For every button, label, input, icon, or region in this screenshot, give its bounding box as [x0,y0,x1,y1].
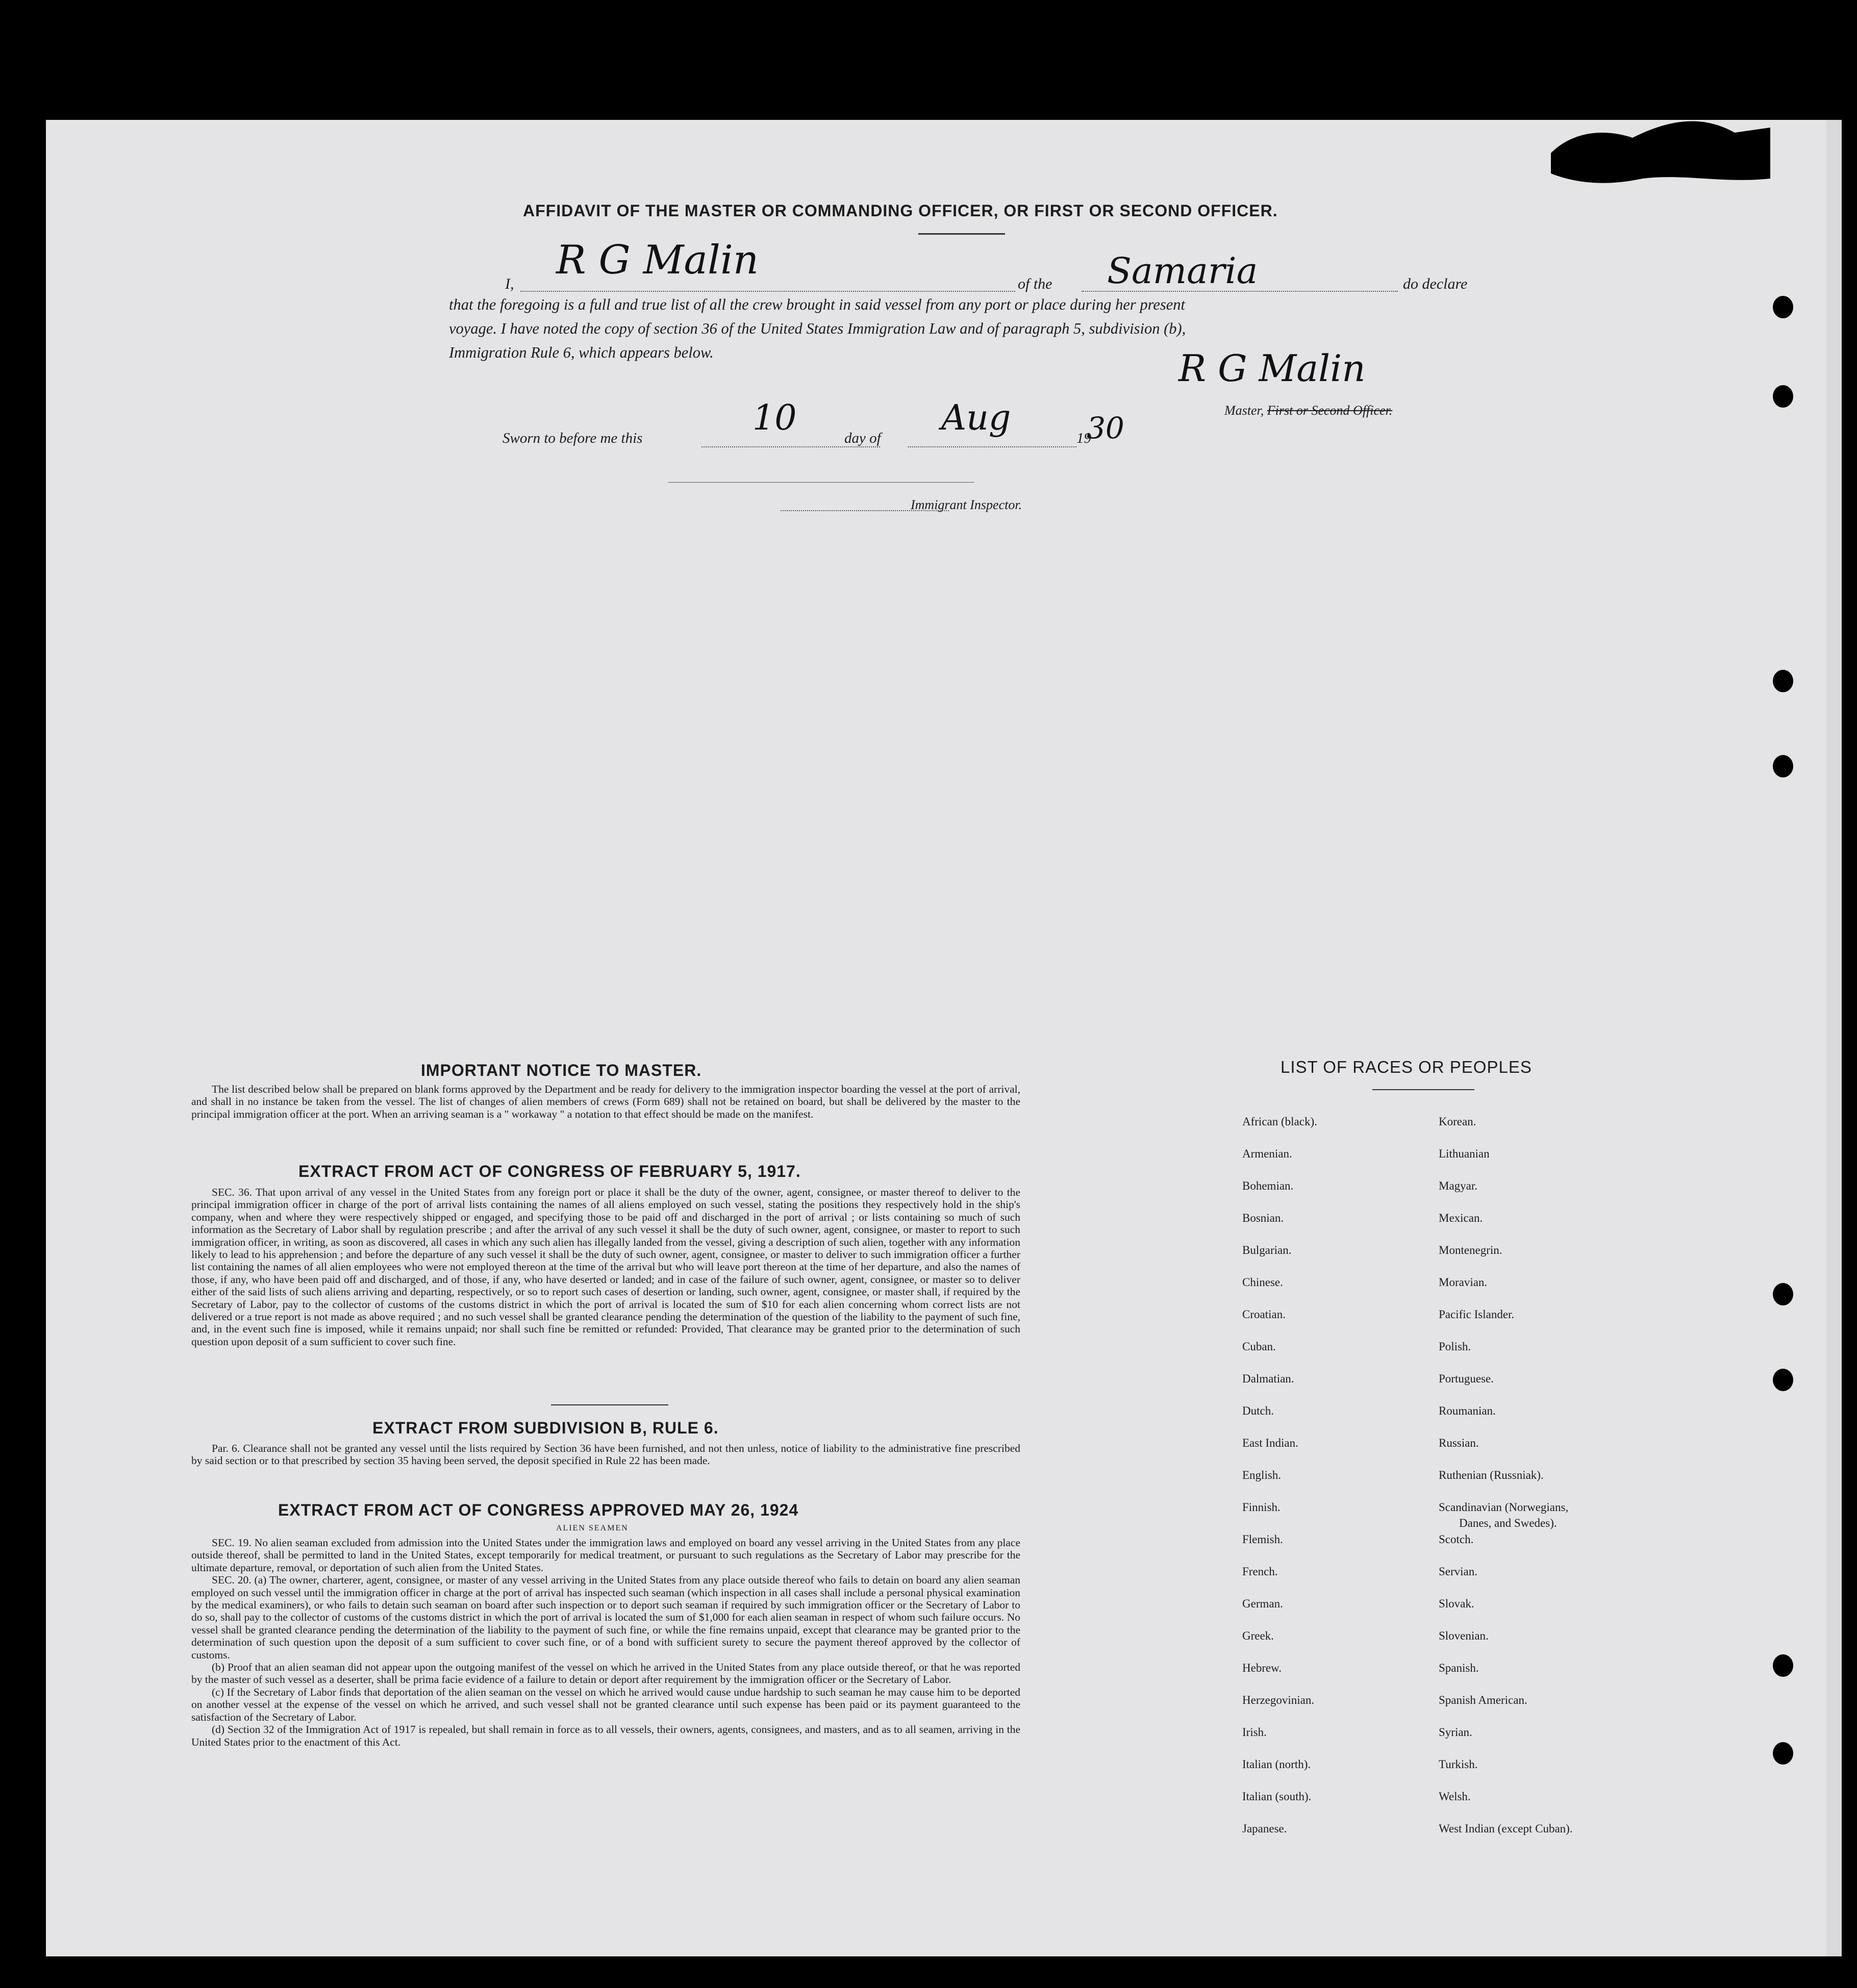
punch-hole [1773,1742,1793,1765]
race-item: Portuguese. [1439,1372,1494,1385]
race-item: Korean. [1439,1115,1476,1128]
race-item: Ruthenian (Russniak). [1439,1469,1544,1481]
race-item: Italian (south). [1242,1790,1312,1803]
torn-corner [1530,77,1775,194]
affidavit-line-2: voyage. I have noted the copy of section 36 of the United States Immigration Law and of paragraph 5, subdivision (b), [449,320,1186,337]
race-item: Lithuanian [1439,1147,1490,1160]
page-edge-shadow [1826,120,1842,1956]
race-item: Bulgarian. [1242,1244,1292,1256]
extract-1924-title: EXTRACT FROM ACT OF CONGRESS APPROVED MAY 26, 1924 [278,1501,799,1519]
race-item: African (black). [1242,1115,1317,1128]
race-item: Spanish American. [1439,1694,1527,1706]
race-item: German. [1242,1597,1283,1610]
race-item: East Indian. [1242,1437,1298,1449]
handwritten-year: 30 [1087,411,1124,445]
affidavit-title-rule [918,233,1005,235]
do-declare-label: do declare [1403,275,1468,292]
race-item-scandinavian-line2: Danes, and Swedes). [1459,1517,1557,1530]
punch-hole [1773,296,1793,318]
extract-1917-title: EXTRACT FROM ACT OF CONGRESS OF FEBRUARY 5, 1917. [298,1162,801,1180]
race-item: Chinese. [1242,1276,1283,1289]
extract-1924-sec20c: (c) If the Secretary of Labor finds that deportation of the alien seaman on the vessel on which he arrived would cause undue hardship to such seaman he may cause him to be deported on another vessel at the expense of the vessel on which he arrived, and such vessel shall not be granted clearance until such expense has been paid or its payment guaranteed to the satisfaction of the Secretary of Labor. [191,1685,1020,1723]
race-item: French. [1242,1565,1278,1578]
affidavit-line-1: that the foregoing is a full and true list of all the crew brought in said vessel from any port or place during her present [449,296,1186,313]
race-item: Magyar. [1439,1179,1478,1192]
race-item: Armenian. [1242,1147,1292,1160]
race-item: Slovak. [1439,1597,1474,1610]
section-divider-1 [551,1404,668,1405]
race-item: Russian. [1439,1437,1479,1449]
race-item: Montenegrin. [1439,1244,1502,1256]
notice-title: IMPORTANT NOTICE TO MASTER. [421,1061,702,1079]
race-item-scandinavian-line1: Scandinavian (Norwegians, [1439,1501,1569,1514]
extract-1924-sec20d: (d) Section 32 of the Immigration Act of 1917 is repealed, but shall remain in force as to all vessels, their owners, agents, consignees, and masters, and as to all seamen, arriving in the United States prior to the enactment of this Act. [191,1723,1020,1748]
extract-rule6-title: EXTRACT FROM SUBDIVISION B, RULE 6. [372,1419,719,1437]
race-item: Pacific Islander. [1439,1308,1515,1321]
sworn-month-blank [908,446,1076,447]
race-item: Irish. [1242,1726,1267,1739]
sworn-label: Sworn to before me this [503,430,643,446]
inspector-label: Immigrant Inspector. [911,497,1022,512]
punch-hole [1773,755,1793,777]
extract-1924-text [191,1537,1020,1748]
races-right-column [1439,1114,1573,1853]
master-label [1224,403,1392,418]
race-item: Greek. [1242,1629,1274,1642]
race-item-scandinavian [1439,1499,1573,1531]
handwritten-day: 10 [752,398,797,438]
affidavit-line-3: Immigration Rule 6, which appears below. [449,344,714,361]
race-item: Moravian. [1439,1276,1488,1289]
handwritten-month: Aug [941,398,1011,438]
race-item: Scotch. [1439,1533,1474,1546]
races-title-rule [1372,1089,1474,1090]
race-item: Servian. [1439,1565,1478,1578]
race-item: Cuban. [1242,1340,1276,1353]
extract-rule6-paragraph: Par. 6. Clearance shall not be granted any vessel until the lists required by Section 36 have been furnished, and not then unless, notice of liability to the administrative fine prescribed by said section or to that prescribed by section 35 having been served, the deposit specified in Rule 22 has been made. [191,1442,1020,1467]
year-prefix: 19 [1076,430,1091,446]
punch-hole [1773,670,1793,692]
master-label-text: Master, [1224,403,1264,418]
race-item: Dalmatian. [1242,1372,1294,1385]
master-signature: R G Malin [1178,347,1366,390]
race-item: Polish. [1439,1340,1471,1353]
race-item: Herzegovinian. [1242,1694,1315,1706]
affidavit-i-label: I, [505,275,514,292]
extract-1917-text [191,1186,1020,1348]
struck-officer-text: First or Second Officer. [1267,403,1393,418]
extract-1924-sec20b: (b) Proof that an alien seaman did not appear upon the outgoing manifest of the vessel on which he arrived in the United States from any place outside thereof, or that he was reported by the master of such vessel as a deserter, shall be prima facie evidence of a failure to detain or deport after requirement by the immigration officer or the Secretary of Labor. [191,1661,1020,1686]
race-item: Roumanian. [1439,1404,1496,1417]
name-blank-line [520,291,1015,292]
race-item: Welsh. [1439,1790,1471,1803]
inspector-signature-line [668,482,974,483]
extract-1917-paragraph: SEC. 36. That upon arrival of any vessel in the United States from any foreign port or place it shall be the duty of the owner, agent, consignee, or master thereof to deliver to the principal immigration officer in charge of the port of arrival lists containing the names of all aliens employed on such vessel, stating the positions they respectively hold in the ship's company, when and where they were respectively shipped or engaged, and specifying those to be paid off and discharged in the port of arrival ; or lists containing so much of such information as the Secretary of Labor shall by regulation prescribe ; and after the arrival of any such vessel it shall be the duty of such owner, agent, consignee, or master to report to such immigration officer, in writing, as soon as discovered, all cases in which any such alien has illegally landed from the vessel, giving a description of such alien, together with any information likely to lead to his apprehension ; and before the departure of any such vessel it shall be the duty of such owner, agent, consignee, or master to deliver to such immigration officer a further list containing the names of all alien employees who were not employed thereon at the time of the arrival but who will leave port thereon at the time of her departure, and also the names of those, if any, who have been paid off and discharged, and of those, if any, who have deserted or landed; and in case of the failure of such owner, agent, consignee, or master so to deliver either of the said lists of such aliens arriving and departing, respectively, or so to report such cases of desertion or landing, such owner, agent, consignee, or master shall, if required by the Secretary of Labor, pay to the collector of customs of the customs district in which the port of arrival is located the sum of $10 for each alien concerning whom correct lists are not delivered or a true report is not made as above required ; and no such vessel shall be granted clearance pending the determination of the question of the liability to the payment of such fine, and, in the event such fine is imposed, while it remains unpaid; nor shall such fine be remitted or refunded: Provided, That clearance may be granted prior to the determination of such question upon deposit of a sum sufficient to cover such fine. [191,1186,1020,1348]
race-item: Flemish. [1242,1533,1283,1546]
extract-1924-sec20a: SEC. 20. (a) The owner, charterer, agent, consignee, or master of any vessel arriving in the United States from any place outside thereof who fails to detain on board any alien seaman employed on such vessel until the immigration officer in charge at the port of arrival has inspected such seaman (which inspection in all cases shall include a personal physical examination by the medical examiners), or who fails to detain such seaman on board after such inspection or to deport such seaman if required by such immigration officer or the Secretary of Labor to do so, shall pay to the collector of customs of the customs district in which the port of arrival is located the sum of $1,000 for each alien seaman in respect of whom such failure occurs. No vessel shall be granted clearance pending the determination of the liability to the payment of such fine, or while the fine remains unpaid, except that clearance may be granted prior to the determination of such question upon the deposit of a sum sufficient to cover such fine, or of a bond with sufficient surety to secure the payment thereof approved by the collector of customs. [191,1574,1020,1661]
races-title: LIST OF RACES OR PEOPLES [1281,1058,1532,1076]
race-item: Finnish. [1242,1501,1281,1514]
race-item: Slovenian. [1439,1629,1489,1642]
notice-text [191,1083,1020,1120]
race-item: Hebrew. [1242,1662,1282,1674]
punch-hole [1773,1283,1793,1305]
race-item: English. [1242,1469,1282,1481]
punch-hole [1773,1654,1793,1677]
document-page [46,120,1842,1956]
handwritten-vessel-name: Samaria [1107,250,1258,292]
affidavit-title: AFFIDAVIT OF THE MASTER OR COMMANDING OFFICER, OR FIRST OR SECOND OFFICER. [523,202,1278,220]
of-the-label: of the [1018,275,1052,292]
race-item: Turkish. [1439,1758,1478,1771]
race-item: Bosnian. [1242,1212,1284,1224]
race-item: Syrian. [1439,1726,1472,1739]
race-item: Bohemian. [1242,1179,1294,1192]
race-item: West Indian (except Cuban). [1439,1822,1573,1835]
day-of-label: day of [844,430,881,446]
race-item: Spanish. [1439,1662,1479,1674]
punch-hole [1773,385,1793,408]
notice-paragraph: The list described below shall be prepared on blank forms approved by the Department and be ready for delivery to the immigration inspector boarding the vessel at the port of arrival, and shall in no instance be taken from the vessel. The list of changes of alien members of crews (Form 689) shall not be retained on board, but shall be delivered by the master to the principal immigration officer at the port. When an arriving seaman is a " workaway " a notation to that effect should be made on the manifest. [191,1083,1020,1120]
race-item: Croatian. [1242,1308,1286,1321]
race-item: Dutch. [1242,1404,1274,1417]
extract-1924-sec19: SEC. 19. No alien seaman excluded from admission into the United States under the immigration laws and employed on board any vessel arriving in the United States from any place outside thereof, shall be permitted to land in the United States, except temporarily for medical treatment, or pursuant to such regulations as the Secretary of Labor may prescribe for the ultimate departure, removal, or deportation of such alien from the United States. [191,1537,1020,1574]
punch-hole [1773,1369,1793,1391]
race-item: Mexican. [1439,1212,1483,1224]
race-item: Italian (north). [1242,1758,1311,1771]
races-left-column [1242,1114,1317,1853]
extract-1924-subtitle: ALIEN SEAMEN [556,1524,629,1532]
handwritten-name: R G Malin [556,237,759,283]
extract-rule6-text [191,1442,1020,1467]
race-item: Japanese. [1242,1822,1287,1835]
